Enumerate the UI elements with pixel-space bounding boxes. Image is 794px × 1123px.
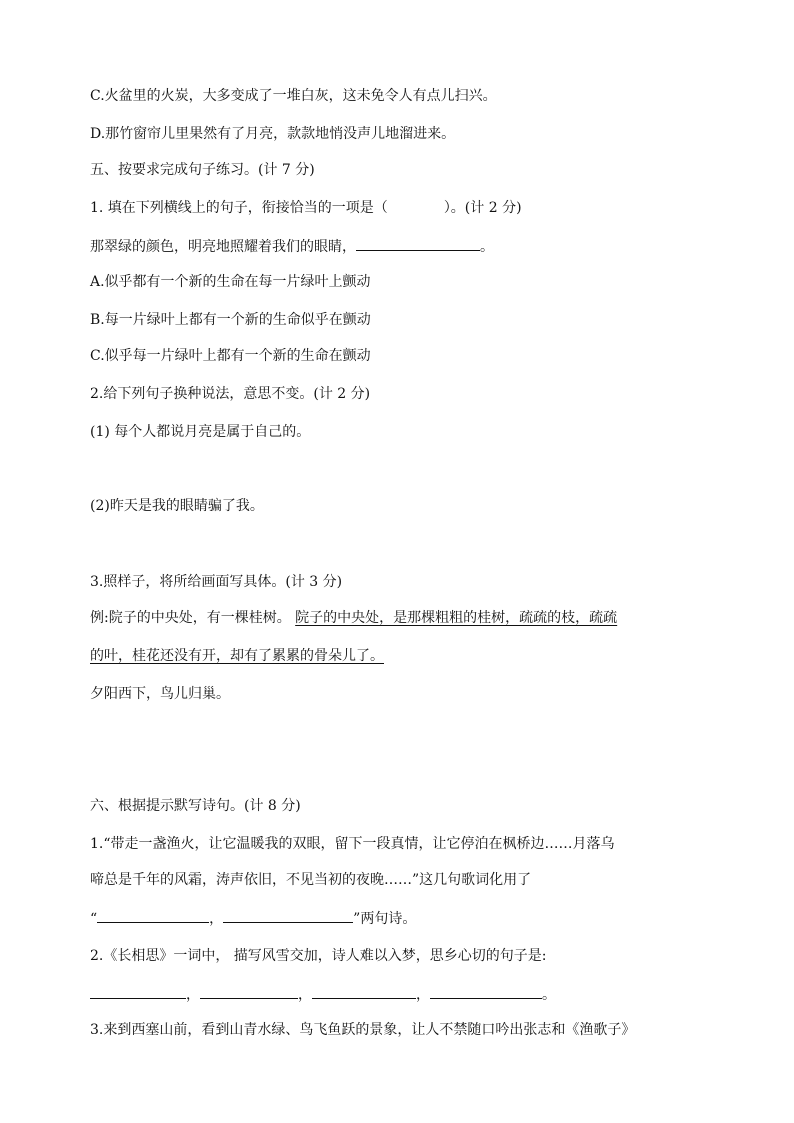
question-1-stem: [90, 236, 704, 257]
comma: ，: [209, 911, 224, 927]
option-c-previous: C.火盆里的火炭，大多变成了一堆白灰，这未免令人有点儿扫兴。: [90, 88, 497, 104]
close-quote: ”两句诗。: [353, 911, 417, 927]
section-5-title: 五、按要求完成句子练习。(计 7 分): [90, 162, 315, 178]
stem-text: 那翠绿的颜色，明亮地照耀着我们的眼睛，: [90, 239, 356, 255]
poem-2-blank-2[interactable]: [200, 984, 298, 999]
poem-question-2-blanks: [90, 984, 704, 1005]
end-mark: 。: [542, 987, 556, 1003]
question-2-item-1: (1) 每个人都说月亮是属于自己的。: [90, 424, 311, 440]
option-b: B.每一片绿叶上都有一个新的生命似乎在颤动: [90, 312, 371, 328]
poem-question-1-line-1: 1.“带走一盏渔火，让它温暖我的双眼，留下一段真情，让它停泊在枫桥边……月落乌: [90, 836, 615, 852]
poem-2-blank-4[interactable]: [430, 984, 542, 999]
question-1: [90, 198, 704, 218]
open-quote: “: [90, 911, 98, 927]
stem-end: 。: [480, 239, 494, 255]
fill-blank[interactable]: [356, 236, 480, 251]
question-1-text-b: ）。(计 2 分): [443, 200, 522, 216]
poem-2-blank-3[interactable]: [312, 984, 416, 999]
question-3: 3.照样子，将所给画面写具体。(计 3 分): [90, 574, 343, 590]
poem-2-blank-1[interactable]: [90, 984, 186, 999]
poem-question-3: 3.来到西塞山前，看到山青水绿、鸟飞鱼跃的景象，让人不禁随口吟出张志和《渔歌子》: [90, 1022, 636, 1038]
poem-question-1-line-2: 啼总是千年的风霜，涛声依旧，不见当初的夜晚……”这几句歌词化用了: [90, 872, 532, 888]
question-3-example-cont: [90, 646, 704, 666]
example-prompt: 例:院子的中央处，有一棵桂树。: [90, 610, 296, 626]
poem-question-2: 2.《长相思》一词中， 描写风雪交加，诗人难以入梦，思乡心切的句子是:: [90, 948, 547, 964]
question-1-text-a: 1. 填在下列横线上的句子，衔接恰当的一项是（: [90, 200, 388, 216]
sep-1: ，: [186, 987, 200, 1003]
question-2-item-2: (2)昨天是我的眼睛骗了我。: [90, 498, 264, 514]
question-3-example: [90, 608, 704, 628]
poem-blank-1[interactable]: [97, 908, 209, 923]
option-a: A.似乎都有一个新的生命在每一片绿叶上颤动: [90, 274, 371, 290]
poem-question-1-line-3: [90, 908, 704, 929]
example-answer-part-1: 院子的中央处，是那棵粗粗的桂树，疏疏的枝，疏疏: [295, 610, 618, 626]
sep-2: ，: [298, 987, 312, 1003]
sep-3: ，: [416, 987, 430, 1003]
section-6-title: 六、根据提示默写诗句。(计 8 分): [90, 798, 301, 814]
option-c: C.似乎每一片绿叶上都有一个新的生命在颤动: [90, 348, 371, 364]
poem-blank-2[interactable]: [223, 908, 353, 923]
question-2: 2.给下列句子换种说法，意思不变。(计 2 分): [90, 386, 371, 402]
option-d-previous: D.那竹窗帘儿里果然有了月亮，款款地悄没声儿地溜进来。: [90, 126, 456, 142]
example-answer-part-2: 的叶，桂花还没有开，却有了累累的骨朵儿了。: [90, 648, 384, 664]
question-3-task: 夕阳西下，鸟儿归巢。: [90, 686, 230, 702]
